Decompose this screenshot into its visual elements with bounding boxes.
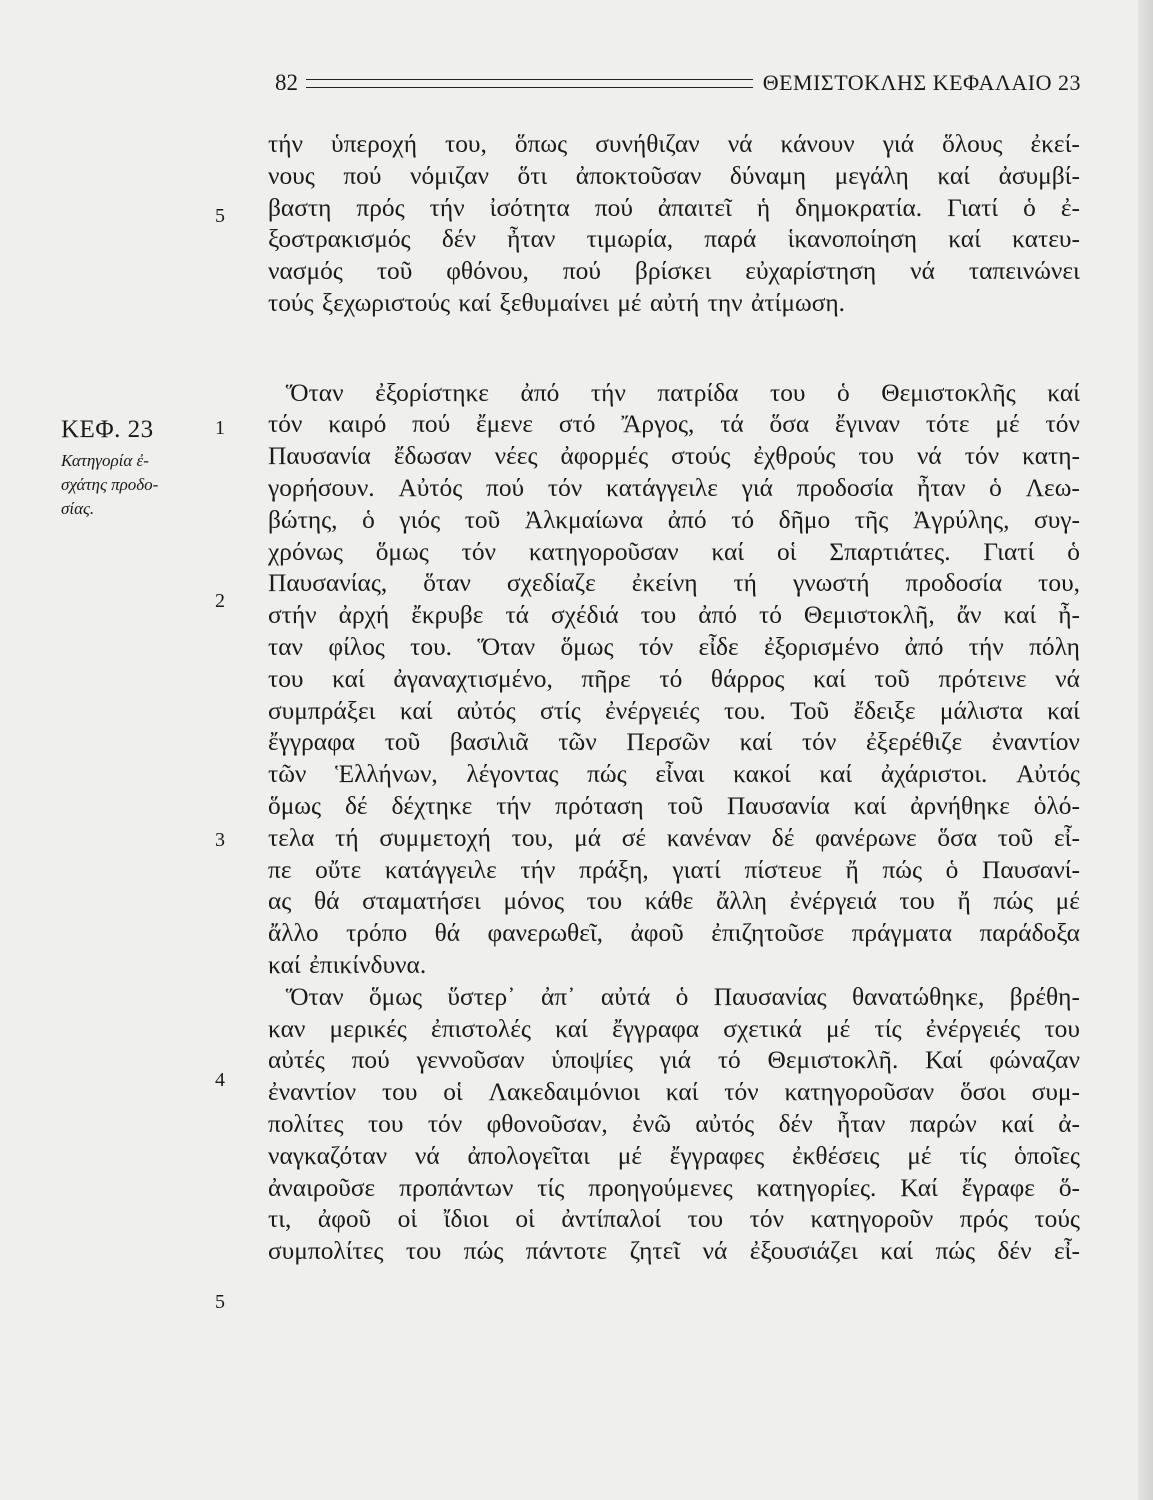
text-line: ἔγγραφα τοῦ βασιλιᾶ τῶν Περσῶν καί τόν ἐξερέθιζε ἐναντίον bbox=[268, 728, 1080, 757]
text-line: νους πού νόμιζαν ὅτι ἀποκτοῦσαν δύναμη μεγάλη καί ἀσυμβί- bbox=[268, 161, 1080, 190]
chapter-subtitle-line: σχάτης προδο- bbox=[61, 475, 159, 494]
text-line: ἀναιροῦσε προπάντων τίς προηγούμενες κατηγορίες. Καί ἔγραφε ὅ- bbox=[268, 1173, 1080, 1202]
line-number: 5 bbox=[215, 1291, 225, 1313]
text-line: ἄλλο τρόπο θά φανερωθεῖ, ἀφοῦ ἐπιζητοῦσε πράγματα παράδοξα bbox=[268, 919, 1080, 948]
text-line: γορήσουν. Αὐτός πού τόν κατάγγειλε γιά προδοσία ἦταν ὁ Λεω- bbox=[268, 473, 1080, 502]
text-line: πολίτες του τόν φθονοῦσαν, ἐνῶ αὐτός δέν ἦταν παρών καί ἀ- bbox=[268, 1109, 1080, 1138]
text-line: πε οὔτε κατάγγειλε τήν πράξη, γιατί πίστευε ἤ πώς ὁ Παυσανί- bbox=[268, 855, 1080, 884]
text-line: τήν ὑπεροχή του, ὅπως συνήθιζαν νά κάνουν γιά ὅλους ἐκεί- bbox=[268, 130, 1080, 158]
text-line: τούς ξεχωριστούς καί ξεθυμαίνει μέ αὐτή την ἀτίμωση. bbox=[268, 288, 846, 317]
running-header bbox=[275, 66, 1081, 100]
text-line: καν μερικές ἐπιστολές καί ἔγγραφα σχετικά μέ τίς ἐνέργειές του bbox=[268, 1014, 1080, 1043]
text-line: βαστη πρός τήν ἰσότητα πού ἀπαιτεῖ ἡ δημοκρατία. Γιατί ὁ ἐ- bbox=[268, 193, 1080, 222]
text-line: καί ἐπικίνδυνα. bbox=[268, 950, 427, 979]
line-number: 3 bbox=[215, 829, 225, 851]
text-line: Παυσανίας, ὅταν σχεδίαζε ἐκείνη τή γνωστή προδοσία του, bbox=[268, 569, 1080, 598]
text-line: Ὅταν ὅμως ὕστερ᾿ ἀπ᾿ αὐτά ὁ Παυσανίας θανατώθηκε, βρέθη- bbox=[285, 982, 1080, 1011]
chapter-subtitle-line: σίας. bbox=[61, 499, 95, 518]
line-number: 5 bbox=[215, 205, 225, 227]
chapter-subtitle-line: Κατηγορία ἐ- bbox=[61, 451, 149, 470]
line-number: 1 bbox=[215, 417, 225, 439]
text-line: ας θά σταματήσει μόνος του κάθε ἄλλη ἐνέργειά του ἤ πώς μέ bbox=[268, 887, 1080, 916]
page-number: 82 bbox=[275, 70, 298, 95]
text-line: Παυσανία ἔδωσαν νέες ἀφορμές στούς ἐχθρούς του νά τόν κατη- bbox=[268, 442, 1080, 471]
margin-note bbox=[61, 415, 191, 521]
page-edge bbox=[1138, 0, 1153, 1500]
text-line: του καί ἀγαναχτισμένο, πῆρε τό θάρρος καί τοῦ πρότεινε νά bbox=[268, 664, 1080, 693]
text-line: ὅμως δέ δέχτηκε τήν πρόταση τοῦ Παυσανία καί ἀρνήθηκε ὁλό- bbox=[268, 791, 1080, 820]
text-line: νασμός τοῦ φθόνου, πού βρίσκει εὐχαρίστηση νά ταπεινώνει bbox=[268, 257, 1080, 286]
text-line: ναγκαζόταν νά ἀπολογεῖται μέ ἔγγραφες ἐκθέσεις μέ τίς ὁποῖες bbox=[268, 1141, 1080, 1170]
running-title: ΘΕΜΙΣΤΟΚΛΗΣ ΚΕΦΑΛΑΙΟ 23 bbox=[762, 70, 1081, 95]
line-number: 2 bbox=[215, 590, 225, 612]
chapter-label: ΚΕΦ. 23 bbox=[61, 416, 154, 443]
text-line: τόν καιρό πού ἔμενε στό Ἄργος, τά ὅσα ἔγιναν τότε μέ τόν bbox=[268, 410, 1080, 439]
text-line: συμπολίτες του πώς πάντοτε ζητεῖ νά ἐξουσιάζει καί πώς δέν εἶ- bbox=[268, 1237, 1080, 1266]
header-rule bbox=[306, 79, 753, 88]
text-line: συμπράξει καί αὐτός στίς ἐνέργειές του. Τοῦ ἔδειξε μάλιστα καί bbox=[268, 696, 1080, 725]
line-number: 4 bbox=[215, 1069, 225, 1091]
text-line: χρόνως ὅμως τόν κατηγοροῦσαν καί οἱ Σπαρτιάτες. Γιατί ὁ bbox=[268, 537, 1080, 566]
chapter-subtitle bbox=[61, 449, 191, 521]
text-line: τι, ἀφοῦ οἱ ἴδιοι οἱ ἀντίπαλοί του τόν κατηγοροῦν πρός τούς bbox=[268, 1205, 1080, 1234]
text-line: τελα τή συμμετοχή του, μά σέ κανέναν δέ φανέρωνε ὅσα τοῦ εἶ- bbox=[268, 823, 1080, 852]
text-line: Ὅταν ἐξορίστηκε ἀπό τήν πατρίδα του ὁ Θεμιστοκλῆς καί bbox=[285, 378, 1080, 407]
text-line: αὐτές πού γεννοῦσαν ὑποψίες γιά τό Θεμιστοκλῆ. Καί φώναζαν bbox=[268, 1046, 1080, 1075]
text-line: βώτης, ὁ γιός τοῦ Ἀλκμαίωνα ἀπό τό δῆμο τῆς Ἀγρύλης, συγ- bbox=[268, 505, 1080, 534]
body-text bbox=[268, 129, 1080, 1268]
text-line: ταν φίλος του. Ὅταν ὅμως τόν εἶδε ἐξορισμένο ἀπό τήν πόλη bbox=[268, 632, 1080, 661]
text-line: ξοστρακισμός δέν ἦταν τιμωρία, παρά ἱκανοποίηση καί κατευ- bbox=[268, 225, 1080, 254]
text-line: ἐναντίον του οἱ Λακεδαιμόνιοι καί τόν κατηγοροῦσαν ὅσοι συμ- bbox=[268, 1078, 1080, 1107]
text-line: τῶν Ἑλλήνων, λέγοντας πώς εἶναι κακοί καί ἀχάριστοι. Αὐτός bbox=[268, 760, 1080, 789]
text-line: στήν ἀρχή ἔκρυβε τά σχέδιά του ἀπό τό Θεμιστοκλῆ, ἄν καί ἦ- bbox=[268, 601, 1080, 630]
